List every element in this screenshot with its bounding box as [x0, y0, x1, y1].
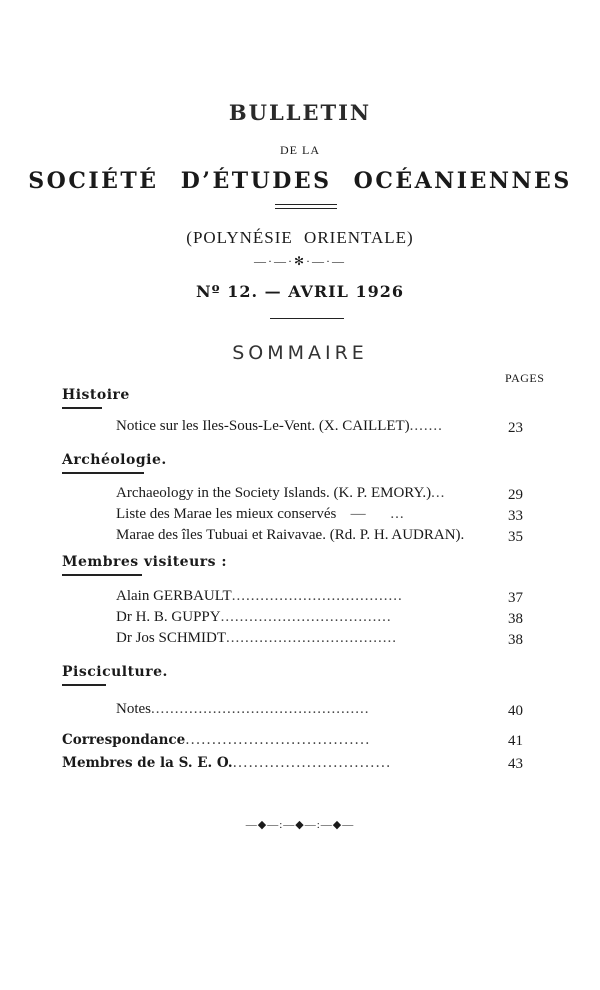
entry-leader: — ...: [336, 506, 405, 522]
society-underline-1: [275, 204, 337, 205]
entry-leader: ...: [431, 485, 446, 501]
entry-text: Dr Jos SCHMIDT: [116, 630, 227, 646]
entry-text: Notice sur les Iles-Sous-Le-Vent. (X. CAILLET): [116, 418, 410, 434]
issue-underline: [270, 318, 344, 319]
toc-entry-membres[interactable]: [62, 755, 496, 771]
issue-number: Nº 12. — AVRIL 1926: [196, 282, 404, 301]
section-title-archeologie: Archéologie.: [62, 452, 167, 468]
entry-leader: ....................................: [231, 588, 403, 604]
entry-text: Liste des Marae les mieux conservés: [116, 506, 337, 522]
toc-entry[interactable]: [116, 609, 496, 626]
entry-page: 40: [508, 703, 523, 719]
entry-page: 35: [508, 529, 523, 545]
toc-entry-correspondance[interactable]: [62, 732, 496, 748]
section-rule-pisciculture: [62, 684, 106, 686]
pages-column-header: PAGES: [505, 371, 545, 385]
entry-text: Notes: [116, 701, 151, 717]
entry-text: Membres de la S. E. O.: [62, 755, 233, 771]
entry-leader: ...................................: [185, 732, 371, 748]
entry-text: Correspondance: [62, 732, 186, 748]
de-la-text: DE LA: [280, 143, 320, 157]
entry-page: 38: [508, 611, 523, 627]
section-rule-histoire: [62, 407, 102, 409]
toc-entry[interactable]: [116, 418, 496, 435]
section-rule-archeologie: [62, 472, 144, 474]
footer-ornament: —◆—:—◆—:—◆—: [245, 819, 355, 831]
entry-page: 23: [508, 420, 523, 436]
entry-text: Archaeology in the Society Islands. (K. P. EMORY.): [116, 485, 432, 501]
entry-text: Marae des îles Tubuai et Raivavae. (Rd. P. H. AUDRAN).: [116, 527, 465, 543]
entry-leader: ....................................: [226, 630, 398, 646]
entry-page: 29: [508, 487, 523, 503]
region-subtitle: (POLYNÉSIE ORIENTALE): [186, 228, 414, 247]
society-name: SOCIÉTÉ D’ÉTUDES OCÉANIENNES: [28, 168, 572, 194]
section-title-membres-visiteurs: Membres visiteurs :: [62, 554, 228, 570]
toc-entry[interactable]: [116, 506, 496, 523]
section-title-histoire: Histoire: [62, 387, 130, 403]
toc-entry[interactable]: [116, 701, 496, 718]
toc-entry[interactable]: [116, 527, 496, 544]
toc-entry[interactable]: [116, 588, 496, 605]
entry-page: 37: [508, 590, 523, 606]
society-underline-2: [275, 208, 337, 209]
entry-page: 43: [508, 756, 523, 772]
entry-page: 38: [508, 632, 523, 648]
entry-leader: ..............................................: [151, 701, 370, 717]
entry-text: Alain GERBAULT: [116, 588, 232, 604]
section-rule-membres-visiteurs: [62, 574, 142, 576]
entry-leader: ....................................: [220, 609, 392, 625]
section-title-pisciculture: Pisciculture.: [62, 664, 168, 680]
entry-page: 33: [508, 508, 523, 524]
entry-leader: ..............................: [232, 755, 392, 771]
entry-page: 41: [508, 733, 523, 749]
toc-entry[interactable]: [116, 630, 496, 647]
toc-entry[interactable]: [116, 485, 496, 502]
sommaire-title: SOMMAIRE: [232, 342, 368, 364]
header-ornament: —·—·✻·—·—: [253, 254, 347, 268]
entry-leader: .......: [409, 418, 443, 434]
entry-text: Dr H. B. GUPPY: [116, 609, 221, 625]
bulletin-title: BULLETIN: [228, 100, 372, 125]
